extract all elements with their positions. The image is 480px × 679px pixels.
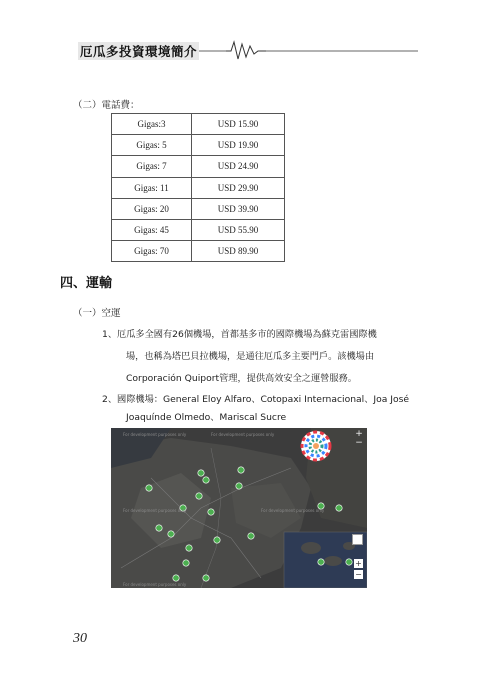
running-header [78,38,418,60]
price-cell: USD 19.90 [192,135,285,156]
price-cell: USD 55.90 [192,219,285,240]
zoom-in-button[interactable]: + [355,429,363,439]
airport-map[interactable] [111,428,367,588]
table-row [112,219,285,240]
air-transport-heading: （一）空運 [73,308,121,319]
svg-text:For development purposes only: For development purposes only [123,432,187,437]
zoom-out-button[interactable]: − [355,438,363,448]
svg-text:For development purposes only: For development purposes only [211,432,275,437]
inset-zoom-out-button[interactable]: − [355,570,362,579]
svg-text:For development purposes only: For development purposes only [123,508,187,513]
table-row [112,198,285,219]
inset-zoom-in-button[interactable]: + [355,559,362,568]
item1-line1: 1、厄瓜多全國有26個機場，首都基多市的國際機場為蘇克雷國際機 [102,329,377,340]
plan-cell: Gigas: 11 [112,177,192,198]
price-cell: USD 29.90 [192,177,285,198]
table-row [112,135,285,156]
table-row [112,156,285,177]
table-row [112,177,285,198]
transport-heading: 四、運輸 [60,276,113,291]
header-title: 厄瓜多投資環境簡介 [80,44,198,59]
plan-cell: Gigas: 5 [112,135,192,156]
price-cell: USD 24.90 [192,156,285,177]
phone-fee-heading: （二）電話費： [73,100,140,111]
map-graphic [111,428,367,588]
fullscreen-icon[interactable] [352,534,363,545]
plan-cell: Gigas:3 [112,114,192,135]
table-row [112,114,285,135]
item2-line2: Joaquínde Olmedo、Mariscal Sucre [126,412,287,423]
svg-text:For development purposes only: For development purposes only [261,508,325,513]
plan-cell: Gigas: 45 [112,219,192,240]
price-cell: USD 39.90 [192,198,285,219]
plan-cell: Gigas: 20 [112,198,192,219]
price-cell: USD 15.90 [192,114,285,135]
table-row [112,241,285,262]
svg-text:For development purposes only: For development purposes only [123,582,187,587]
phone-fee-table [111,113,285,262]
plan-cell: Gigas: 7 [112,156,192,177]
item2-line1: 2、國際機場：General Eloy Alfaro、Cotopaxi Internacional、Joa José [102,394,410,405]
page-number: 30 [73,631,87,646]
plan-cell: Gigas: 70 [112,241,192,262]
item1-line2: 場，也稱為塔巴貝拉機場，是通往厄瓜多主要門戶。該機場由 [126,351,375,362]
price-cell: USD 89.90 [192,241,285,262]
item1-line3: Corporación Quiport管理，提供高效安全之運營服務。 [126,373,357,384]
